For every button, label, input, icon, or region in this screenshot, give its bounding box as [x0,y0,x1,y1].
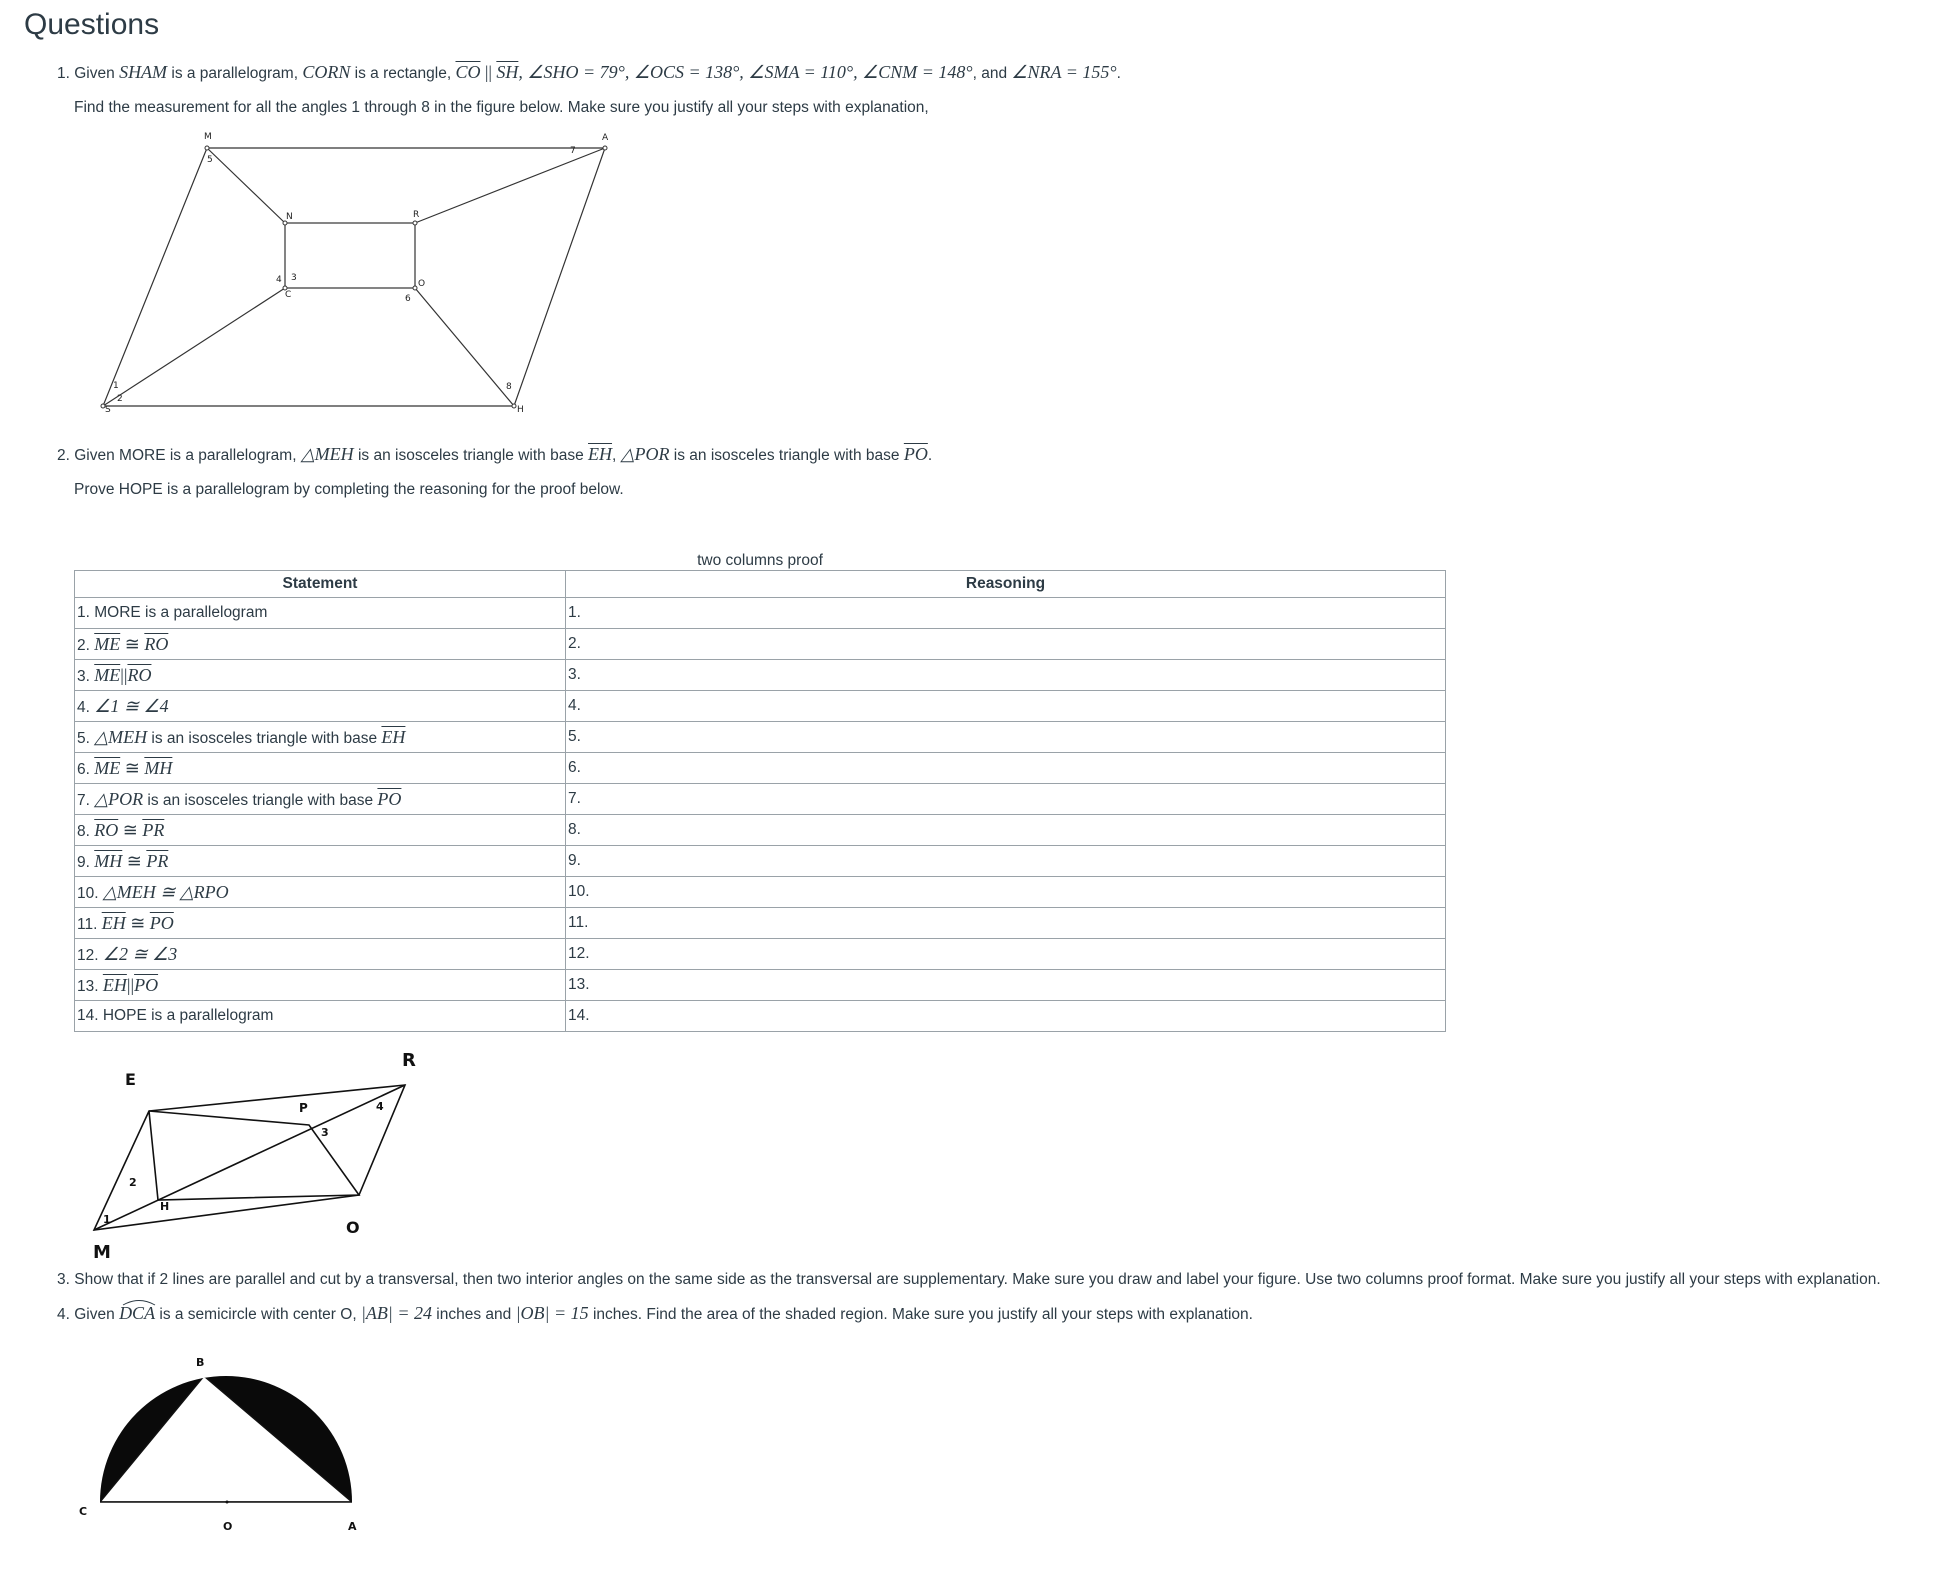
segment-mn [207,148,285,223]
statement-number: 11. [77,915,102,933]
statement-operator: ≅ [122,850,147,871]
reasoning-header: Reasoning [566,571,1446,598]
reason-cell[interactable]: 14. [566,1001,1446,1032]
q3-text: Show that if 2 lines are parallel and cut by a transversal, then two interior angles on the same side as the transversal are supplementary. Make sure you draw and label your figure. Use two columns proof format. Make sure you justify all your steps with explanation. [74,1271,1881,1288]
q1-angle-nra: ∠NRA = 155° [1011,62,1117,82]
proof-row [75,753,1446,784]
statement-number: 5. [77,729,95,747]
proof-row [75,877,1446,908]
label-a: A [602,133,609,143]
angle-number-4-fig2: 4 [376,1100,384,1113]
figure-1-parallelogram [0,0,640,420]
figure-3-semicircle [60,1340,390,1540]
label-s: S [105,405,111,415]
label-p-fig2: P [299,1101,308,1115]
q1-corn: CORN [302,62,351,82]
statement-cell [75,970,566,1001]
label-h-fig2: H [160,1200,170,1213]
label-o-fig3: O [223,1520,233,1533]
q2-given: Given MORE is a parallelogram, [74,447,297,464]
statement-operator: ≅ [118,819,143,840]
proof-row [75,939,1446,970]
angle-number-1-fig2: 1 [103,1213,111,1226]
segment-ra [415,148,605,223]
statement-cell [75,877,566,908]
q1-segment-sh: $\overline{SH}$ [496,62,519,82]
label-b-fig3: B [196,1356,205,1369]
statement-segment-b: $\overline{RO}$ [144,633,169,654]
q4-ab-length: |AB| = 24 [360,1303,432,1323]
statement-segment-b: $\overline{PO}$ [377,788,402,809]
label-r: R [413,210,420,220]
label-h: H [517,405,524,415]
q4-arc-dca: DCA [119,1303,155,1323]
reason-cell[interactable]: 10. [566,877,1446,908]
label-e-fig2: E [125,1070,136,1089]
statement-math: △POR [94,788,144,809]
statement-operator: || [126,974,135,995]
proof-row [75,722,1446,753]
angle-number-8: 8 [506,382,512,392]
proof-row [75,1001,1446,1032]
statement-text: is an isosceles triangle with base [143,791,378,809]
arc-accent-icon [119,1298,159,1306]
q1-given: Given [74,65,115,82]
statement-segment-a: $\overline{ME}$ [94,664,121,685]
reason-cell[interactable]: 9. [566,846,1446,877]
statement-cell [75,629,566,660]
q1-and: , and [972,65,1008,82]
reason-cell[interactable]: 12. [566,939,1446,970]
statement-cell [75,784,566,815]
label-o-fig2: O [346,1218,360,1237]
statement-segment-a: $\overline{RO}$ [94,819,119,840]
q1-segment-co: $\overline{CO}$ [455,62,481,82]
statement-text: 1. MORE is a parallelogram [77,604,268,621]
angle-number-1: 1 [113,381,119,391]
q4-number: 4. [57,1306,70,1323]
statement-text: 14. HOPE is a parallelogram [77,1007,274,1024]
label-c-fig3: C [79,1505,88,1518]
statement-segment-b: $\overline{EH}$ [381,726,406,747]
q1-period: . [1116,65,1121,82]
statement-number: 2. [77,636,95,654]
statement-math: △MEH ≅ △RPO [102,881,229,902]
q3-number: 3. [57,1271,70,1288]
q2-period: . [927,447,933,464]
statement-header: Statement [75,571,566,598]
two-column-proof-table [74,570,1446,1032]
statement-segment-b: $\overline{PR}$ [142,819,165,840]
statement-operator: ≅ [120,757,145,778]
angle-number-5: 5 [207,155,213,165]
angle-number-2: 2 [117,394,123,404]
label-n: N [286,212,293,222]
segment-mr [94,1085,405,1230]
statement-segment-a: $\overline{ME}$ [94,633,121,654]
statement-math: △MEH [94,726,148,747]
label-m: M [204,132,212,142]
statement-cell [75,1001,566,1032]
question-4 [57,1303,1253,1324]
statement-cell [75,691,566,722]
statement-segment-b: $\overline{RO}$ [127,664,152,685]
proof-row [75,815,1446,846]
parallelogram-sham [103,148,605,406]
angle-number-3: 3 [291,273,297,283]
q2-triangle-meh: △MEH [300,444,354,464]
statement-segment-a: $\overline{EH}$ [102,974,127,995]
q2-isosceles-2: is an isosceles triangle with base [673,447,900,464]
label-r-fig2: R [402,1050,416,1071]
reason-cell[interactable]: 5. [566,722,1446,753]
q2-segment-po: $\overline{PO}$ [903,444,928,464]
statement-cell [75,846,566,877]
question-1-instruction: Find the measurement for all the angles 1 through 8 in the figure below. Make sure you justify all your steps with explanation, [74,99,929,116]
angle-number-2-fig2: 2 [129,1176,137,1189]
statement-cell [75,660,566,691]
reason-cell[interactable]: 2. [566,629,1446,660]
q2-isosceles-1: is an isosceles triangle with base [357,447,584,464]
label-m-fig2: M [93,1242,111,1263]
q4-given: Given [74,1306,115,1323]
statement-segment-b: $\overline{PO}$ [149,912,174,933]
reason-cell[interactable]: 11. [566,908,1446,939]
figure-2-parallelogram-more [80,1040,440,1270]
statement-segment-a: $\overline{EH}$ [101,912,126,933]
page-title: Questions [24,8,160,41]
statement-cell [75,753,566,784]
statement-math: ∠2 ≅ ∠3 [102,943,178,964]
statement-cell [75,815,566,846]
statement-number: 6. [77,760,95,778]
statement-segment-b: $\overline{PO}$ [134,974,159,995]
proof-row [75,846,1446,877]
statement-number: 3. [77,667,95,685]
statement-operator: ≅ [125,912,150,933]
question-2-statement [57,444,932,465]
angle-number-6: 6 [405,294,411,304]
rectangle-corn [285,223,415,288]
statement-segment-b: $\overline{PR}$ [146,850,169,871]
angle-number-7: 7 [570,146,576,156]
statement-number: 10. [77,884,103,902]
reason-cell[interactable]: 8. [566,815,1446,846]
statement-segment-a: $\overline{ME}$ [94,757,121,778]
statement-number: 8. [77,822,95,840]
q1-number: 1. [57,65,70,82]
q2-comma: , [612,447,617,464]
q1-is-rectangle: is a rectangle, [354,65,452,82]
statement-cell [75,908,566,939]
segment-cs [103,288,285,406]
label-c: C [285,290,292,300]
q1-parallel-symbol: || [484,62,493,82]
statement-cell [75,598,566,629]
statement-cell [75,939,566,970]
angle-number-4: 4 [276,275,282,285]
q1-is-parallelogram: is a parallelogram, [171,65,299,82]
statement-number: 4. [77,698,95,716]
statement-text: is an isosceles triangle with base [147,729,382,747]
q1-sham: SHAM [119,62,168,82]
reason-cell[interactable]: 3. [566,660,1446,691]
statement-math: ∠1 ≅ ∠4 [94,695,169,716]
reason-cell[interactable]: 7. [566,784,1446,815]
reason-cell[interactable]: 6. [566,753,1446,784]
proof-header-row [75,571,1446,598]
statement-number: 9. [77,853,95,871]
reason-cell[interactable]: 4. [566,691,1446,722]
q4-ob-length: |OB| = 15 [515,1303,589,1323]
proof-row [75,660,1446,691]
statement-number: 7. [77,791,95,809]
statement-operator: || [120,664,128,685]
proof-row [75,691,1446,722]
statement-segment-b: $\overline{MH}$ [144,757,173,778]
reason-cell[interactable]: 1. [566,598,1446,629]
q4-semicircle: is a semicircle with center O, [159,1306,357,1323]
question-3 [57,1271,1881,1289]
proof-row [75,908,1446,939]
q2-triangle-por: △POR [620,444,670,464]
q4-rest: inches. Find the area of the shaded region. Make sure you justify all your steps with explanation. [592,1306,1253,1323]
statement-cell [75,722,566,753]
proof-row [75,784,1446,815]
statement-operator: ≅ [120,633,145,654]
angle-number-3-fig2: 3 [321,1126,329,1139]
statement-number: 12. [77,946,103,964]
proof-row [75,970,1446,1001]
statement-number: 13. [77,977,103,995]
label-a-fig3: A [348,1520,357,1533]
label-o: O [418,279,426,289]
segment-oh [415,288,514,406]
q2-segment-eh: $\overline{EH}$ [588,444,613,464]
q2-number: 2. [57,447,70,464]
question-2-instruction: Prove HOPE is a parallelogram by completing the reasoning for the proof below. [74,481,624,498]
reason-cell[interactable]: 13. [566,970,1446,1001]
q4-inches-and: inches and [436,1306,512,1323]
proof-caption: two columns proof [697,552,823,569]
proof-row [75,629,1446,660]
proof-row [75,598,1446,629]
q1-angle-list: , ∠SHO = 79°, ∠OCS = 138°, ∠SMA = 110°, ∠CNM = 148° [518,62,973,82]
statement-segment-a: $\overline{MH}$ [94,850,123,871]
